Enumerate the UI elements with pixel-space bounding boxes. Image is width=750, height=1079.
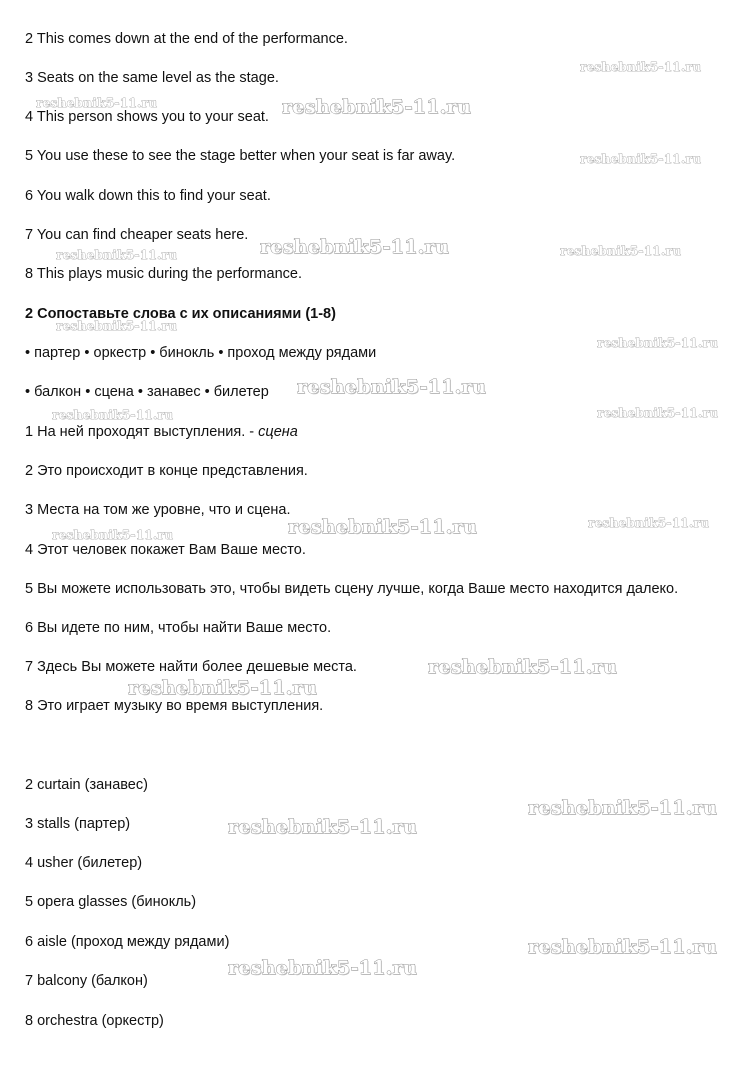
watermark: reshebnik5-11.ru [597, 406, 719, 420]
watermark: reshebnik5-11.ru [528, 797, 717, 819]
watermark: reshebnik5-11.ru [288, 516, 477, 538]
russian-item-7: 7 Здесь Вы можете найти более дешевые места. [25, 659, 357, 675]
watermark: reshebnik5-11.ru [428, 656, 617, 678]
watermark: reshebnik5-11.ru [588, 516, 710, 530]
russian-item-4: 4 Этот человек покажет Вам Ваше место. [25, 542, 306, 558]
answer-6: 6 aisle (проход между рядами) [25, 934, 230, 950]
russian-item-1 [25, 423, 298, 441]
answer-5: 5 opera glasses (бинокль) [25, 894, 197, 910]
watermark: reshebnik5-11.ru [580, 60, 702, 74]
answer-3: 3 stalls (партер) [25, 816, 131, 832]
answer-8: 8 orchestra (оркестр) [25, 1013, 164, 1029]
word-bank-line-2: • балкон • сцена • занавес • билетер [25, 384, 269, 400]
task-heading: 2 Сопоставьте слова с их описаниями (1-8) [25, 306, 336, 322]
watermark: reshebnik5-11.ru [36, 96, 158, 110]
watermark: reshebnik5-11.ru [282, 96, 471, 118]
english-item-2: 2 This comes down at the end of the performance. [25, 31, 348, 47]
russian-item-2: 2 Это происходит в конце представления. [25, 463, 308, 479]
english-item-5: 5 You use these to see the stage better when your seat is far away. [25, 148, 456, 164]
russian-item-1-answer: сцена [258, 424, 298, 440]
watermark: reshebnik5-11.ru [56, 319, 178, 333]
watermark: reshebnik5-11.ru [56, 248, 178, 262]
watermark: reshebnik5-11.ru [580, 152, 702, 166]
watermark: reshebnik5-11.ru [52, 408, 174, 422]
watermark: reshebnik5-11.ru [228, 957, 417, 979]
watermark: reshebnik5-11.ru [52, 528, 174, 542]
watermark: reshebnik5-11.ru [260, 236, 449, 258]
answer-2: 2 curtain (занавес) [25, 777, 148, 793]
english-item-8: 8 This plays music during the performance. [25, 266, 302, 282]
english-item-3: 3 Seats on the same level as the stage. [25, 70, 279, 86]
answer-4: 4 usher (билетер) [25, 855, 143, 871]
english-item-7: 7 You can find cheaper seats here. [25, 227, 249, 243]
russian-item-1-text: 1 На ней проходят выступления. - [25, 424, 259, 440]
russian-item-3: 3 Места на том же уровне, что и сцена. [25, 502, 291, 518]
watermark: reshebnik5-11.ru [597, 336, 719, 350]
english-item-6: 6 You walk down this to find your seat. [25, 188, 271, 204]
watermark: reshebnik5-11.ru [560, 244, 682, 258]
english-item-4: 4 This person shows you to your seat. [25, 109, 269, 125]
watermark: reshebnik5-11.ru [228, 816, 417, 838]
answer-7: 7 balcony (балкон) [25, 973, 148, 989]
russian-item-8: 8 Это играет музыку во время выступления. [25, 698, 324, 714]
russian-item-5: 5 Вы можете использовать это, чтобы видеть сцену лучше, когда Ваше место находится далеко. [25, 581, 679, 597]
watermark: reshebnik5-11.ru [128, 677, 317, 699]
watermark: reshebnik5-11.ru [297, 376, 486, 398]
word-bank-line-1: • партер • оркестр • бинокль • проход между рядами [25, 345, 377, 361]
watermark: reshebnik5-11.ru [528, 936, 717, 958]
russian-item-6: 6 Вы идете по ним, чтобы найти Ваше место. [25, 620, 332, 636]
